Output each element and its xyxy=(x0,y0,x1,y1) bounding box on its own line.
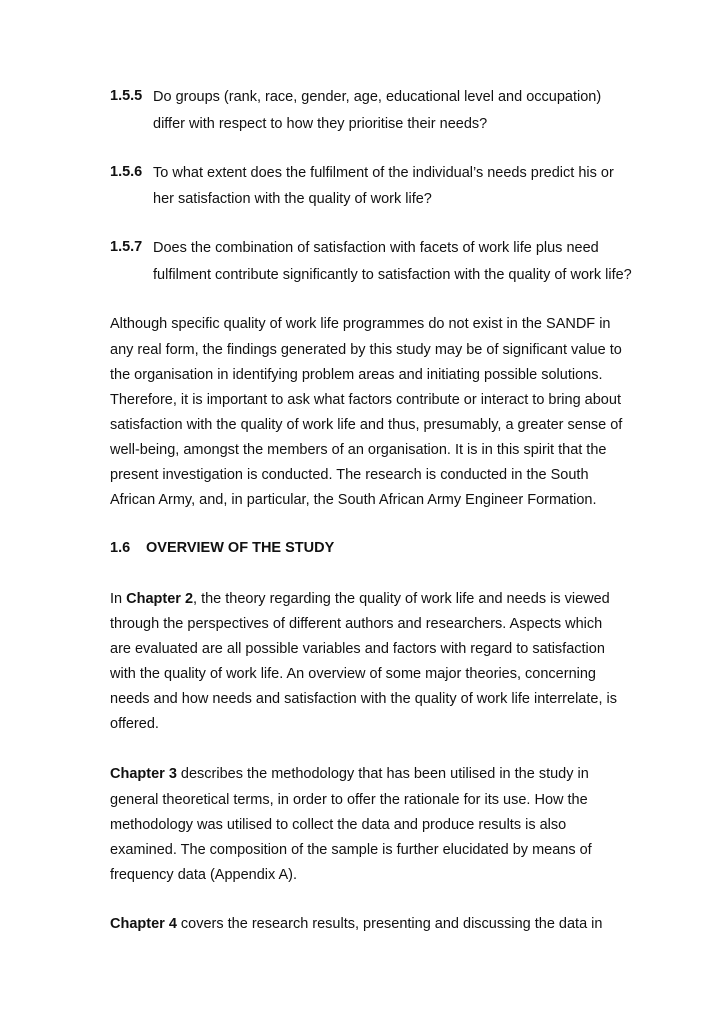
question-number: 1.5.7 xyxy=(110,239,143,255)
paragraph-line: examined. The composition of the sample is further elucidated by means of xyxy=(110,842,592,858)
question-text-line: To what extent does the fulfilment of the individual’s needs predict his or xyxy=(153,165,614,181)
paragraph-text: describes the methodology that has been utilised in the study in xyxy=(176,766,589,782)
paragraph-text: , the theory regarding the quality of work life and needs is viewed xyxy=(193,591,610,607)
question-text-line: differ with respect to how they prioritise their needs? xyxy=(153,116,488,132)
paragraph-line: through the perspectives of different authors and researchers. Aspects which xyxy=(110,616,603,632)
paragraph-line: present investigation is conducted. The research is conducted in the South xyxy=(110,467,589,483)
paragraph-line: general theoretical terms, in order to offer the rationale for its use. How the xyxy=(110,792,588,808)
question-text-line: her satisfaction with the quality of work life? xyxy=(153,191,432,207)
paragraph-line: Therefore, it is important to ask what factors contribute or interact to bring about xyxy=(110,392,621,408)
chapter-reference: Chapter 4 xyxy=(110,916,177,932)
paragraph-line: are evaluated are all possible variables and factors with regard to satisfaction xyxy=(110,641,605,657)
question-text-line: fulfilment contribute significantly to satisfaction with the quality of work life? xyxy=(153,267,632,283)
paragraph-line: well-being, amongst the members of an organisation. It is in this spirit that the xyxy=(110,442,607,458)
paragraph-line: needs and how needs and satisfaction with the quality of work life interrelate, is xyxy=(110,691,617,707)
section-title: OVERVIEW OF THE STUDY xyxy=(146,540,335,556)
paragraph-line xyxy=(110,590,610,608)
paragraph-line: Although specific quality of work life programmes do not exist in the SANDF in xyxy=(110,316,611,332)
question-text-line: Does the combination of satisfaction with facets of work life plus need xyxy=(153,240,599,256)
chapter-reference: Chapter 3 xyxy=(110,766,177,782)
paragraph-line: African Army, and, in particular, the South African Army Engineer Formation. xyxy=(110,492,597,508)
chapter-reference: Chapter 2 xyxy=(126,591,194,607)
paragraph-line: offered. xyxy=(110,716,159,732)
paragraph-text: covers the research results, presenting and discussing the data in xyxy=(176,916,603,932)
paragraph-line: satisfaction with the quality of work life and thus, presumably, a greater sense of xyxy=(110,417,623,433)
paragraph-prefix: In xyxy=(110,591,127,607)
section-number: 1.6 xyxy=(110,540,131,556)
paragraph-line: with the quality of work life. An overview of some major theories, concerning xyxy=(110,666,596,682)
paragraph-line: frequency data (Appendix A). xyxy=(110,867,298,883)
question-text-line: Do groups (rank, race, gender, age, educational level and occupation) xyxy=(153,89,602,105)
paragraph-line: methodology was utilised to collect the data and produce results is also xyxy=(110,817,567,833)
question-number: 1.5.6 xyxy=(110,164,143,180)
paragraph-line xyxy=(110,915,602,933)
paragraph-line: any real form, the findings generated by this study may be of significant value to xyxy=(110,342,622,358)
question-number: 1.5.5 xyxy=(110,88,143,104)
paragraph-line xyxy=(110,765,589,783)
paragraph-line: the organisation in identifying problem areas and initiating possible solutions. xyxy=(110,367,603,383)
